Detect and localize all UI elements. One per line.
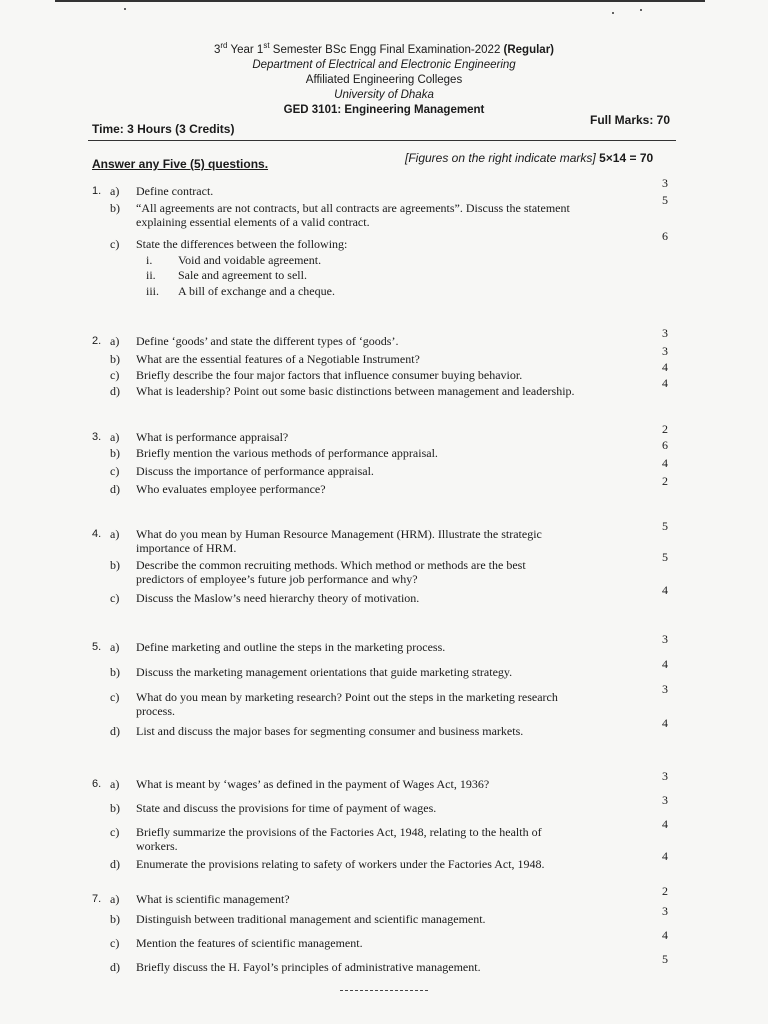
question-text-line: Describe the common recruiting methods. Which method or methods are the best (136, 558, 526, 572)
marks-value: 4 (662, 583, 668, 597)
question-text-line: Distinguish between traditional management and scientific management. (136, 912, 486, 926)
question-number: 5. (92, 641, 102, 653)
subitem-numeral: iii. (146, 284, 160, 298)
question-text-line: What is performance appraisal? (136, 430, 289, 444)
question-text (136, 446, 648, 460)
question-text (136, 825, 648, 853)
question-number: 3. (92, 431, 102, 443)
question-text-line: What do you mean by marketing research? Point out the steps in the marketing research (136, 690, 558, 704)
subitem-numeral: ii. (146, 268, 156, 282)
part-label: c) (110, 237, 120, 251)
part-label: d) (110, 724, 120, 738)
course-title: GED 3101: Engineering Management (283, 103, 485, 116)
question-text-line: State the differences between the following: (136, 237, 348, 251)
marks-value: 4 (662, 657, 668, 671)
question-text (136, 527, 648, 555)
question-number: 4. (92, 528, 102, 540)
question-text (136, 464, 648, 478)
part-label: a) (110, 334, 120, 348)
header-divider (88, 140, 676, 141)
question-text-line: Briefly describe the four major factors that influence consumer buying behavior. (136, 368, 523, 382)
marks-value: 5 (662, 519, 668, 533)
question-text-line: Mention the features of scientific management. (136, 936, 363, 950)
marks-value: 3 (662, 632, 668, 646)
question-text (136, 801, 648, 815)
marks-value: 4 (662, 928, 668, 942)
question-text-line: predictors of employee’s future job performance and why? (136, 572, 418, 586)
question-text-line: Briefly discuss the H. Fayol’s principles of administrative management. (136, 960, 481, 974)
department-name: Department of Electrical and Electronic Engineering (252, 58, 516, 71)
instruction: Answer any Five (5) questions. (92, 157, 269, 171)
marks-value: 2 (662, 884, 668, 898)
question-text-line: What is leadership? Point out some basic distinctions between management and leadership. (136, 384, 575, 398)
question-text (136, 558, 648, 586)
part-label: d) (110, 857, 120, 871)
question-text-line: Briefly summarize the provisions of the Factories Act, 1948, relating to the health of (136, 825, 542, 839)
question-text (136, 912, 648, 926)
question-text-line: Define contract. (136, 184, 214, 198)
part-label: d) (110, 384, 120, 398)
question-text-line: “All agreements are not contracts, but all contracts are agreements”. Discuss the statement (136, 201, 570, 215)
marks-value: 2 (662, 422, 668, 436)
marks-value: 4 (662, 376, 668, 390)
marks-value: 5 (662, 550, 668, 564)
marks-value: 3 (662, 769, 668, 783)
subitem-text: A bill of exchange and a cheque. (178, 284, 335, 298)
part-label: c) (110, 464, 120, 478)
question-text-line: List and discuss the major bases for segmenting consumer and business markets. (136, 724, 524, 738)
scan-speck (640, 9, 642, 11)
marks-value: 2 (662, 474, 668, 488)
marks-value: 5 (662, 193, 668, 207)
question-text-line: What is meant by ‘wages’ as defined in the payment of Wages Act, 1936? (136, 777, 490, 791)
question-text-line: workers. (136, 839, 178, 853)
question-text-line: Discuss the importance of performance appraisal. (136, 464, 374, 478)
part-label: b) (110, 912, 120, 926)
scan-speck (124, 8, 126, 10)
question-text (136, 430, 648, 444)
question-number: 2. (92, 335, 102, 347)
part-label: a) (110, 640, 120, 654)
part-label: b) (110, 352, 120, 366)
question-text (136, 591, 648, 605)
marks-value: 4 (662, 716, 668, 730)
part-label: c) (110, 825, 120, 839)
part-label: c) (110, 936, 120, 950)
part-label: c) (110, 690, 120, 704)
marks-value: 3 (662, 682, 668, 696)
question-number: 6. (92, 778, 102, 790)
question-text-line: explaining essential elements of a valid contract. (136, 215, 370, 229)
marks-value: 4 (662, 456, 668, 470)
question-text-line: importance of HRM. (136, 541, 237, 555)
marks-value: 6 (662, 229, 668, 243)
question-text (136, 640, 648, 654)
part-label: a) (110, 777, 120, 791)
marks-value: 4 (662, 360, 668, 374)
question-text (136, 690, 648, 718)
part-label: b) (110, 201, 120, 215)
question-text-line: Briefly mention the various methods of performance appraisal. (136, 446, 438, 460)
question-number: 7. (92, 893, 102, 905)
marks-value: 6 (662, 438, 668, 452)
question-text (136, 857, 648, 871)
part-label: a) (110, 892, 120, 906)
colleges-name: Affiliated Engineering Colleges (305, 73, 463, 86)
subitem-text: Sale and agreement to sell. (178, 268, 307, 282)
marks-value: 3 (662, 326, 668, 340)
marks-value: 4 (662, 817, 668, 831)
top-border-line (55, 0, 705, 2)
part-label: a) (110, 184, 120, 198)
part-label: a) (110, 430, 120, 444)
marks-value: 3 (662, 904, 668, 918)
question-text (136, 368, 648, 382)
question-text (136, 384, 648, 398)
marks-value: 5 (662, 952, 668, 966)
question-text (136, 936, 648, 950)
question-text (136, 960, 648, 974)
question-text-line: Define marketing and outline the steps in the marketing process. (136, 640, 446, 654)
marks-value: 3 (662, 793, 668, 807)
scan-speck (612, 12, 614, 14)
part-label: d) (110, 960, 120, 974)
question-text (136, 184, 648, 198)
question-text-line: State and discuss the provisions for time of payment of wages. (136, 801, 437, 815)
question-text (136, 665, 648, 679)
part-label: d) (110, 482, 120, 496)
subitem-numeral: i. (146, 253, 153, 267)
question-text-line: What do you mean by Human Resource Management (HRM). Illustrate the strategic (136, 527, 542, 541)
question-text (136, 334, 648, 348)
figures-note: [Figures on the right indicate marks] 5×14 = 70 (405, 151, 654, 165)
question-text-line: What is scientific management? (136, 892, 290, 906)
marks-value: 4 (662, 849, 668, 863)
subitem-text: Void and voidable agreement. (178, 253, 322, 267)
exam-header (0, 38, 768, 118)
part-label: b) (110, 558, 120, 572)
exam-title: 3rd Year 1st Semester BSc Engg Final Examination-2022 (Regular) (213, 41, 555, 56)
part-label: b) (110, 801, 120, 815)
part-label: c) (110, 368, 120, 382)
question-text (136, 201, 648, 229)
full-marks: Full Marks: 70 (590, 113, 671, 127)
question-text (136, 237, 648, 251)
question-text-line: Define ‘goods’ and state the different types of ‘goods’. (136, 334, 399, 348)
question-number: 1. (92, 185, 102, 197)
question-text (136, 482, 648, 496)
question-text-line: What are the essential features of a Negotiable Instrument? (136, 352, 420, 366)
part-label: b) (110, 446, 120, 460)
part-label: a) (110, 527, 120, 541)
question-text-line: Who evaluates employee performance? (136, 482, 326, 496)
exam-time: Time: 3 Hours (3 Credits) (92, 122, 235, 136)
question-text-line: Discuss the Maslow’s need hierarchy theory of motivation. (136, 591, 420, 605)
marks-value: 3 (662, 344, 668, 358)
question-text (136, 892, 648, 906)
part-label: c) (110, 591, 120, 605)
part-label: b) (110, 665, 120, 679)
question-text (136, 777, 648, 791)
question-text (136, 724, 648, 738)
marks-value: 3 (662, 176, 668, 190)
university-name: University of Dhaka (334, 88, 434, 101)
question-text-line: Discuss the marketing management orientations that guide marketing strategy. (136, 665, 513, 679)
end-of-paper-line (340, 990, 428, 991)
question-text-line: process. (136, 704, 175, 718)
question-text (136, 352, 648, 366)
question-text-line: Enumerate the provisions relating to safety of workers under the Factories Act, 1948. (136, 857, 545, 871)
